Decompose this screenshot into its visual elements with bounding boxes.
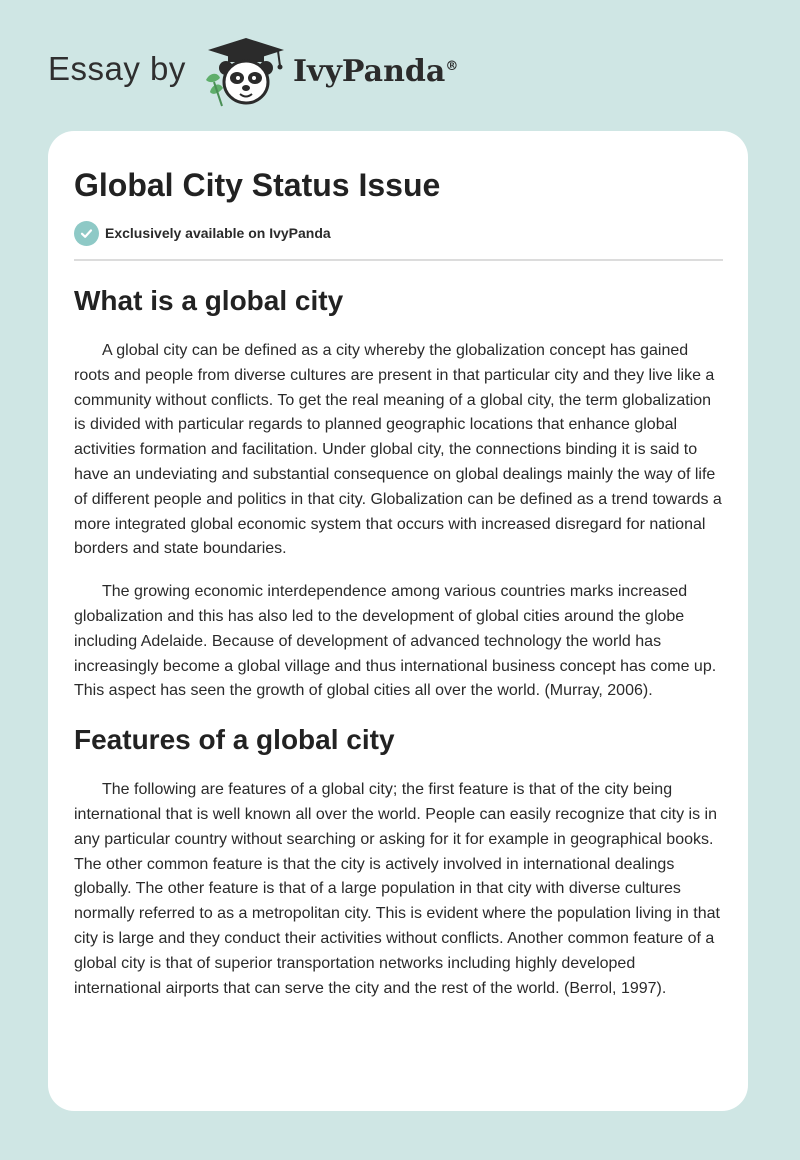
check-icon — [74, 221, 99, 246]
page-title: Global City Status Issue — [74, 167, 441, 203]
paragraph: The growing economic interdependence among various countries marks increased globalization and this has also led to the development of global cities around the globe including Adelaide. Because of development of advanced technology the world has increasingly become a global village and thus international business concept has come up. This aspect has seen the growth of global cities all over the world. (Murray, 2006). — [74, 583, 717, 700]
divider — [74, 259, 723, 261]
registered-mark: ® — [445, 59, 459, 74]
site-header — [0, 0, 800, 130]
exclusive-badge — [74, 221, 723, 245]
section-heading: Features of a global city — [74, 724, 395, 756]
brand-text: IvyPanda — [293, 54, 446, 89]
article-card — [48, 131, 748, 1111]
exclusive-badge-text: Exclusively available on IvyPanda — [105, 225, 331, 241]
paragraph: A global city can be defined as a city whereby the globalization concept has gained roots and people from diverse cultures are present in that particular city and they live like a community without conflicts. To get the real meaning of a global city, the term globalization is divided with particular regards to planned geographic locations that enhance global activities formation and facilitation. Under global city, the connections binding it is said to have an undeviating and substantial consequence on global dealings mainly the way of life of different people and politics in that city. Globalization can be defined as a trend towards a more integrated global economic system that occurs with increased disregard for national borders and state boundaries. — [74, 342, 722, 558]
paragraph: The following are features of a global city; the first feature is that of the city being international that is well known all over the world. People can easily recognize that city is in any particular country without searching or asking for it for example in geographical books. The other common feature is that the city is actively involved in international dealings globally. The other feature is that of a large population in that city with diverse cultures normally referred to as a metropolitan city. This is evident where the population living in that city is large and they conduct their activities without conflicts. Another common feature of a global city is that of superior transportation networks including highly developed international airports that can serve the city and the rest of the world. (Berrol, 1997). — [74, 781, 720, 997]
panda-logo-icon[interactable] — [200, 36, 292, 108]
section-heading: What is a global city — [74, 285, 344, 316]
essay-by-label: Essay by — [48, 50, 186, 87]
brand-name[interactable] — [293, 54, 458, 89]
